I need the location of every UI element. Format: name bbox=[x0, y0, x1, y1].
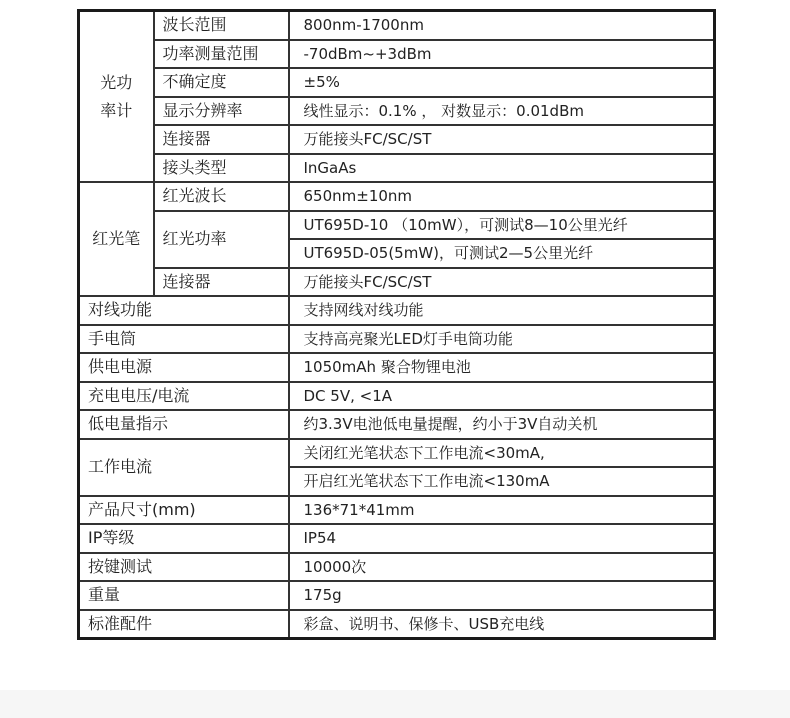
spec-value: 175g bbox=[289, 581, 715, 610]
spec-label: IP等级 bbox=[79, 524, 289, 553]
spec-value: 10000次 bbox=[289, 553, 715, 582]
spec-label: 重量 bbox=[79, 581, 289, 610]
page-footer-band bbox=[0, 690, 790, 718]
table-row bbox=[79, 296, 715, 325]
table-row bbox=[79, 353, 715, 382]
table-row bbox=[79, 524, 715, 553]
spec-label: 对线功能 bbox=[79, 296, 289, 325]
spec-label: 功率测量范围 bbox=[154, 40, 289, 69]
group-red-light-pen: 红光笔 bbox=[79, 182, 154, 296]
table-row bbox=[79, 11, 715, 40]
spec-label: 标准配件 bbox=[79, 610, 289, 639]
spec-label: 红光功率 bbox=[154, 211, 289, 268]
spec-value: InGaAs bbox=[289, 154, 715, 183]
table-row bbox=[79, 325, 715, 354]
spec-label: 不确定度 bbox=[154, 68, 289, 97]
spec-label: 红光波长 bbox=[154, 182, 289, 211]
spec-value: UT695D-05(5mW)，可测试2—5公里光纤 bbox=[289, 239, 715, 268]
spec-label: 产品尺寸(mm) bbox=[79, 496, 289, 525]
spec-label: 工作电流 bbox=[79, 439, 289, 496]
table-row bbox=[79, 125, 715, 154]
table-row bbox=[79, 610, 715, 639]
spec-label: 连接器 bbox=[154, 268, 289, 297]
spec-label: 按键测试 bbox=[79, 553, 289, 582]
spec-value: 彩盒、说明书、保修卡、USB充电线 bbox=[289, 610, 715, 639]
table-row bbox=[79, 154, 715, 183]
table-row bbox=[79, 40, 715, 69]
spec-value: 800nm-1700nm bbox=[289, 11, 715, 40]
spec-value: 万能接头FC/SC/ST bbox=[289, 268, 715, 297]
table-row bbox=[79, 211, 715, 240]
spec-value: 1050mAh 聚合物锂电池 bbox=[289, 353, 715, 382]
spec-label: 显示分辨率 bbox=[154, 97, 289, 126]
table-row bbox=[79, 382, 715, 411]
spec-value: 136*71*41mm bbox=[289, 496, 715, 525]
spec-label: 连接器 bbox=[154, 125, 289, 154]
spec-value: DC 5V, <1A bbox=[289, 382, 715, 411]
spec-value: 开启红光笔状态下工作电流<130mA bbox=[289, 467, 715, 496]
spec-value: 650nm±10nm bbox=[289, 182, 715, 211]
spec-value: UT695D-10 （10mW），可测试8—10公里光纤 bbox=[289, 211, 715, 240]
table-row bbox=[79, 97, 715, 126]
table-row bbox=[79, 182, 715, 211]
spec-label: 低电量指示 bbox=[79, 410, 289, 439]
table-row bbox=[79, 68, 715, 97]
spec-value: 万能接头FC/SC/ST bbox=[289, 125, 715, 154]
group-label: 光功 bbox=[100, 72, 133, 92]
spec-label: 波长范围 bbox=[154, 11, 289, 40]
spec-label: 手电筒 bbox=[79, 325, 289, 354]
spec-label: 供电电源 bbox=[79, 353, 289, 382]
table-row bbox=[79, 581, 715, 610]
spec-value: 关闭红光笔状态下工作电流<30mA, bbox=[289, 439, 715, 468]
spec-value: IP54 bbox=[289, 524, 715, 553]
group-optical-power-meter bbox=[79, 11, 154, 183]
spec-value: 线性显示：0.1% ， 对数显示：0.01dBm bbox=[289, 97, 715, 126]
spec-value: ±5% bbox=[289, 68, 715, 97]
group-label: 率计 bbox=[100, 100, 133, 120]
table-row bbox=[79, 439, 715, 468]
spec-value: 约3.3V电池低电量提醒，约小于3V自动关机 bbox=[289, 410, 715, 439]
spec-value: 支持高亮聚光LED灯手电筒功能 bbox=[289, 325, 715, 354]
spec-value: 支持网线对线功能 bbox=[289, 296, 715, 325]
spec-value: -70dBm~+3dBm bbox=[289, 40, 715, 69]
spec-table bbox=[77, 9, 716, 640]
spec-label: 充电电压/电流 bbox=[79, 382, 289, 411]
table-row bbox=[79, 268, 715, 297]
spec-label: 接头类型 bbox=[154, 154, 289, 183]
table-row bbox=[79, 553, 715, 582]
table-row bbox=[79, 410, 715, 439]
table-row bbox=[79, 496, 715, 525]
